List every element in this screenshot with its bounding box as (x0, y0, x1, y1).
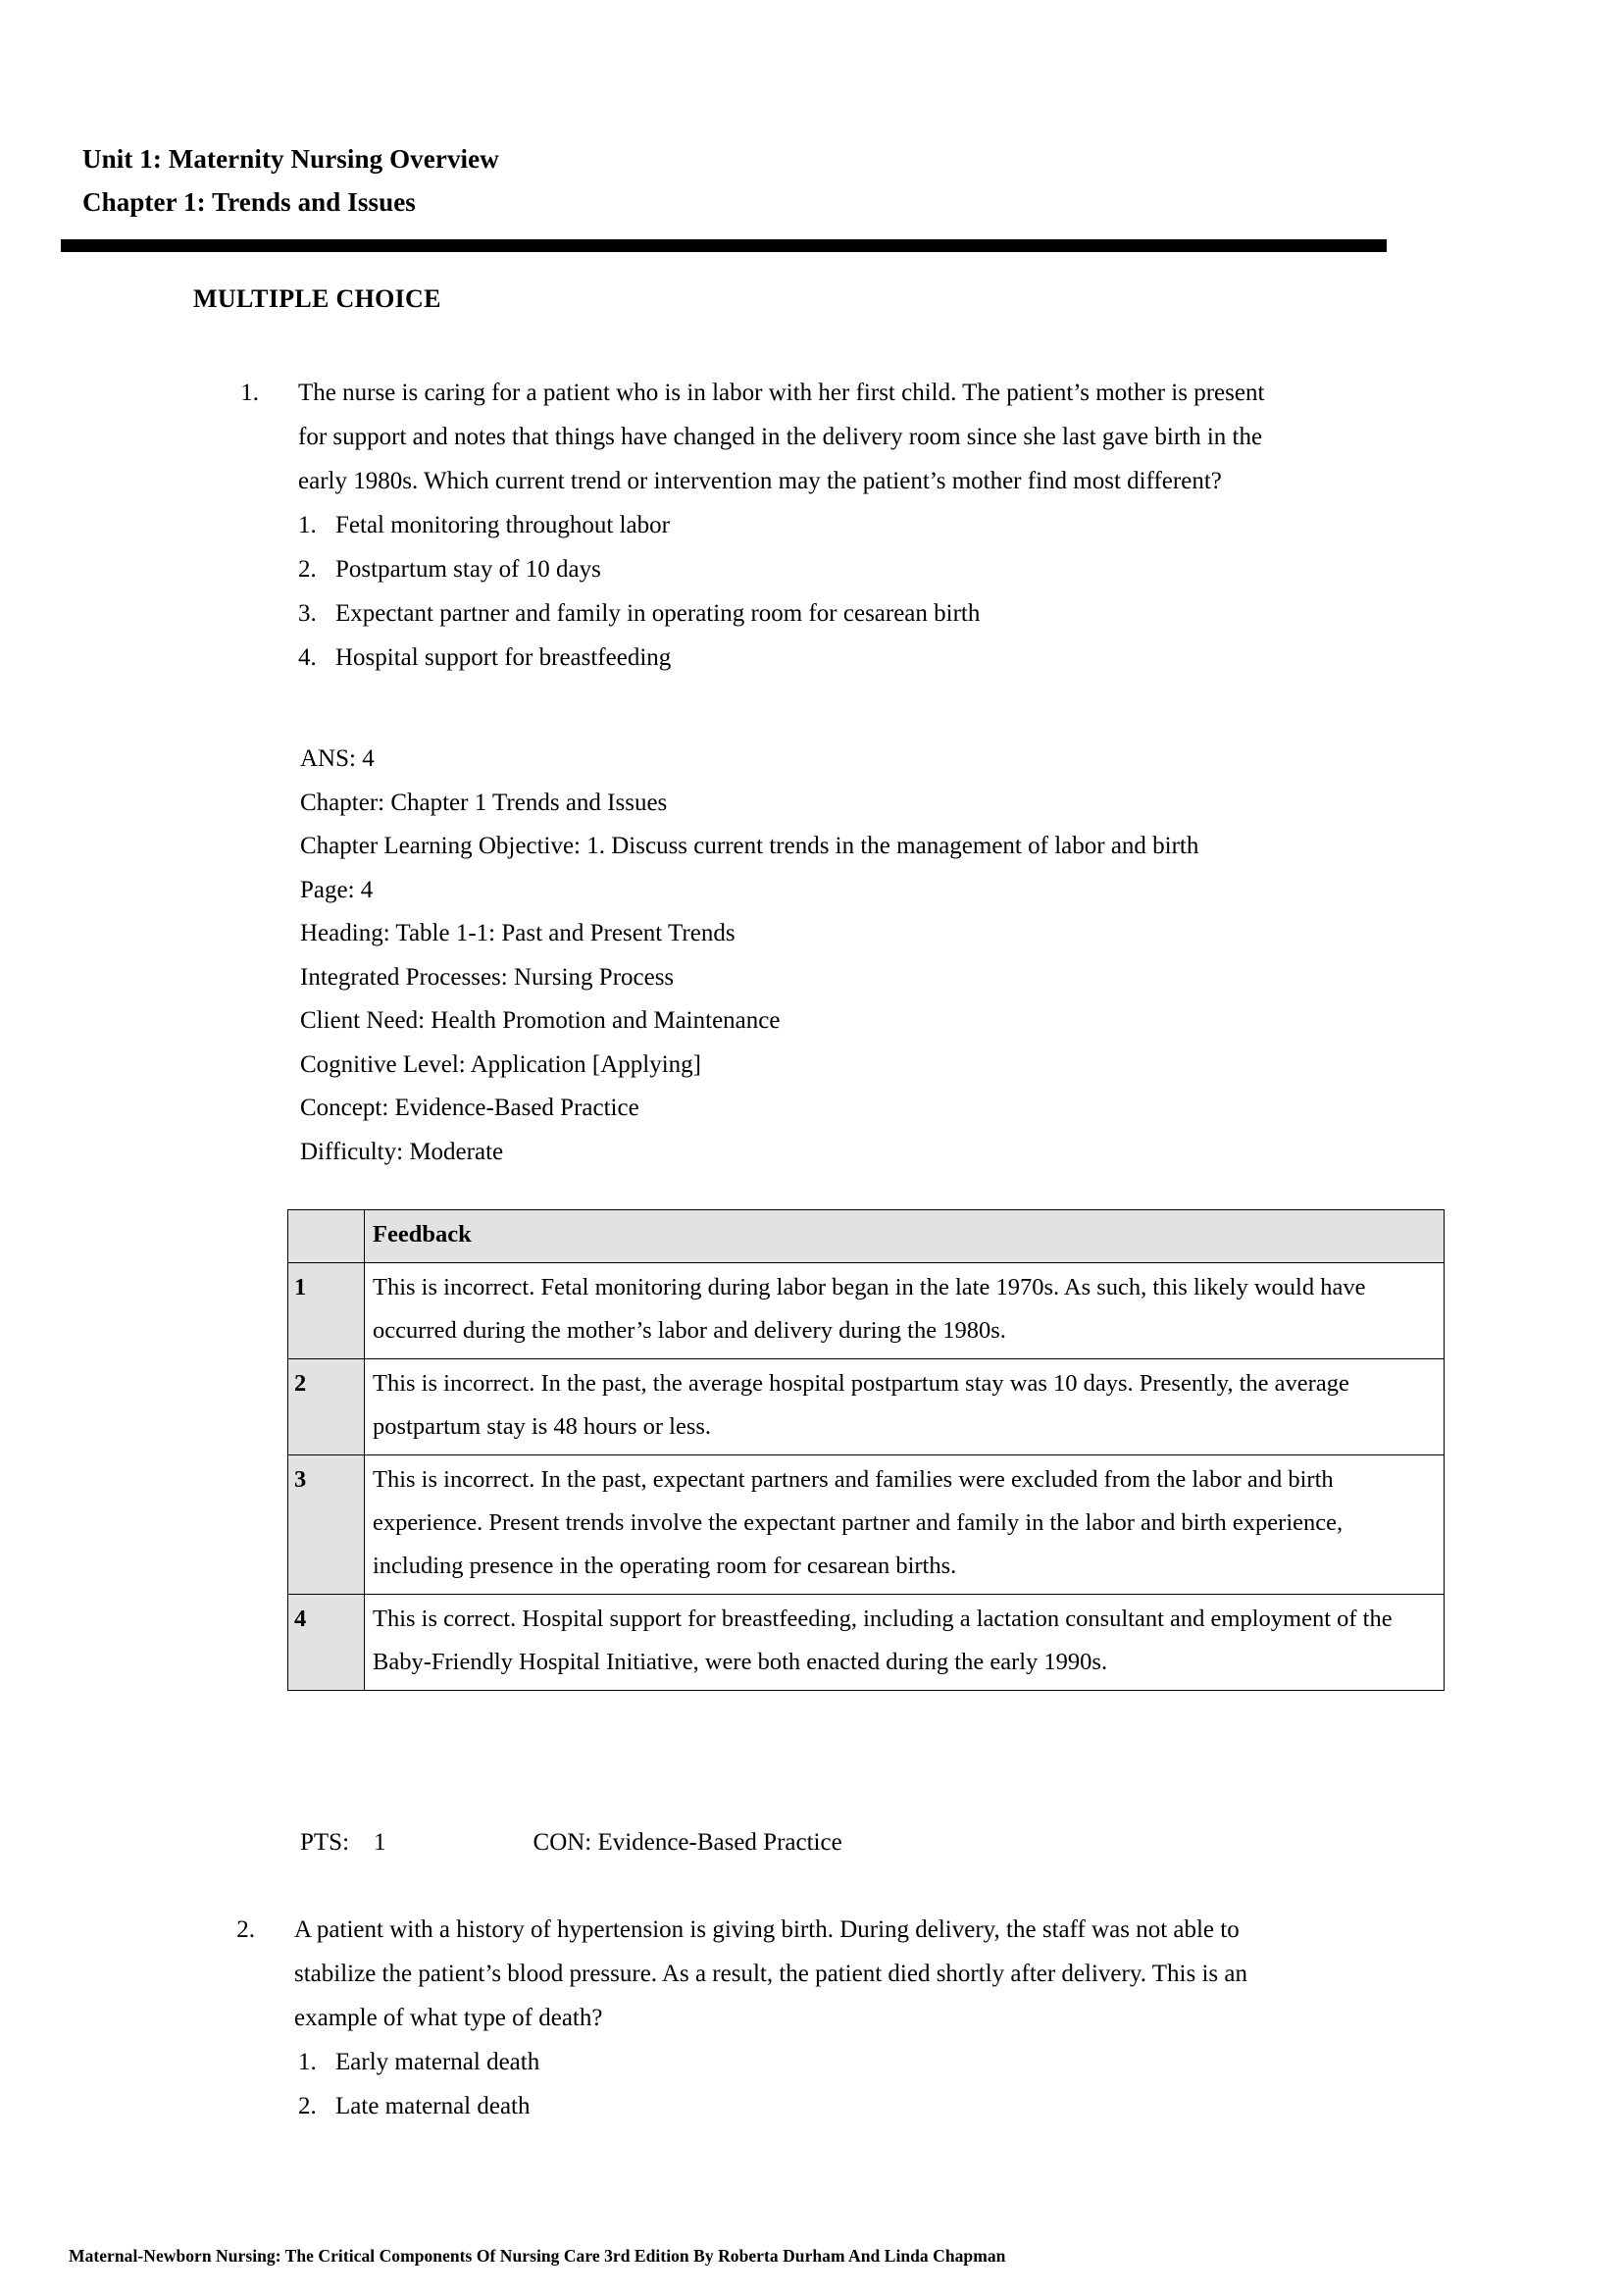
meta-chapter: Chapter: Chapter 1 Trends and Issues (300, 789, 668, 816)
question-text: The nurse is caring for a patient who is in labor with her first child. The patient’s mother is present for support and notes that things have changed in the delivery room since she last gave birth in the early 1980s. Which current trend or intervention may the patient’s mother find most different? (298, 380, 1265, 494)
pts-con-line: PTS: 1 CON: Evidence-Based Practice (300, 1829, 842, 1856)
answer-option-label: Hospital support for breastfeeding (335, 644, 672, 671)
answer-option-label: Postpartum stay of 10 days (335, 556, 601, 583)
table-cell-feedback-text: This is incorrect. In the past, the average hospital postpartum stay was 10 days. Presently, the average postpartum stay is 48 hours or less. (365, 1359, 1445, 1455)
answer-option-label: Fetal monitoring throughout labor (335, 512, 670, 538)
answer-option-label: Late maternal death (335, 2093, 531, 2119)
question-stem-row (0, 1908, 1275, 2040)
table-header-feedback: Feedback (365, 1210, 1445, 1263)
answer-option[interactable] (298, 503, 1275, 547)
header-divider-rule (61, 239, 1387, 252)
question-block-1 (0, 371, 1275, 680)
meta-heading: Heading: Table 1-1: Past and Present Trends (300, 920, 736, 946)
answer-option-list (298, 2040, 1275, 2128)
meta-cognitive-level: Cognitive Level: Application [Applying] (300, 1050, 701, 1078)
answer-option-number: 1. (298, 512, 317, 538)
question-text: A patient with a history of hypertension is giving birth. During delivery, the staff was not able to stabilize the patient’s blood pressure. As a result, the patient died shortly after delivery. This is an example of what type of death? (294, 1916, 1247, 2031)
meta-concept: Concept: Evidence-Based Practice (300, 1095, 639, 1121)
answer-metadata-block (300, 738, 1477, 1174)
page-footer-citation: Maternal-Newborn Nursing: The Critical Components Of Nursing Care 3rd Edition By Roberta Durham And Linda Chapman (69, 2246, 1006, 2266)
table-header-row (288, 1210, 1445, 1263)
table-cell-feedback-text: This is incorrect. Fetal monitoring during labor began in the late 1970s. As such, this likely would have occurred during the mother’s labor and delivery during the 1980s. (365, 1263, 1445, 1359)
meta-learning-objective: Chapter Learning Objective: 1. Discuss current trends in the management of labor and birth (300, 833, 1199, 859)
answer-option-number: 2. (298, 556, 317, 583)
question-block-2 (0, 1908, 1275, 2128)
table-cell-feedback-text: This is incorrect. In the past, expectant partners and families were excluded from the labor and birth experience. Present trends involve the expectant partner and family in the labor and birth experience, including presence in the operating room for cesarean births. (365, 1455, 1445, 1595)
meta-difficulty: Difficulty: Moderate (300, 1138, 504, 1165)
answer-option[interactable] (298, 2084, 1275, 2128)
answer-option[interactable] (298, 636, 1275, 680)
answer-option[interactable] (298, 591, 1275, 636)
feedback-table (287, 1209, 1445, 1691)
question-number: 2. (236, 1916, 255, 1943)
table-cell-option-number: 2 (288, 1359, 365, 1455)
question-stem-row (0, 371, 1275, 503)
answer-option-number: 3. (298, 600, 317, 627)
meta-integrated-processes: Integrated Processes: Nursing Process (300, 963, 675, 991)
table-cell-option-number: 4 (288, 1595, 365, 1691)
answer-option-label: Expectant partner and family in operating room for cesarean birth (335, 600, 981, 627)
table-cell-feedback-text: This is correct. Hospital support for breastfeeding, including a lactation consultant and employment of the Baby-Friendly Hospital Initiative, were both enacted during the early 1990s. (365, 1595, 1445, 1691)
answer-option-list (298, 503, 1275, 680)
answer-option[interactable] (298, 547, 1275, 591)
meta-client-need: Client Need: Health Promotion and Maintenance (300, 1007, 781, 1034)
table-row (288, 1359, 1445, 1455)
question-number: 1. (240, 380, 259, 406)
table-row (288, 1455, 1445, 1595)
table-cell-option-number: 3 (288, 1455, 365, 1595)
document-header (82, 137, 1455, 224)
answer-option[interactable] (298, 2040, 1275, 2084)
chapter-title: Chapter 1: Trends and Issues (82, 187, 416, 217)
table-row (288, 1263, 1445, 1359)
unit-title: Unit 1: Maternity Nursing Overview (82, 144, 499, 174)
table-row (288, 1595, 1445, 1691)
answer-option-number: 4. (298, 644, 317, 671)
section-heading-multiple-choice: MULTIPLE CHOICE (193, 284, 441, 313)
table-header-number (288, 1210, 365, 1263)
answer-option-number: 1. (298, 2049, 317, 2075)
answer-option-number: 2. (298, 2093, 317, 2119)
table-cell-option-number: 1 (288, 1263, 365, 1359)
meta-page: Page: 4 (300, 876, 374, 903)
meta-answer: ANS: 4 (300, 745, 375, 772)
answer-option-label: Early maternal death (335, 2049, 540, 2075)
